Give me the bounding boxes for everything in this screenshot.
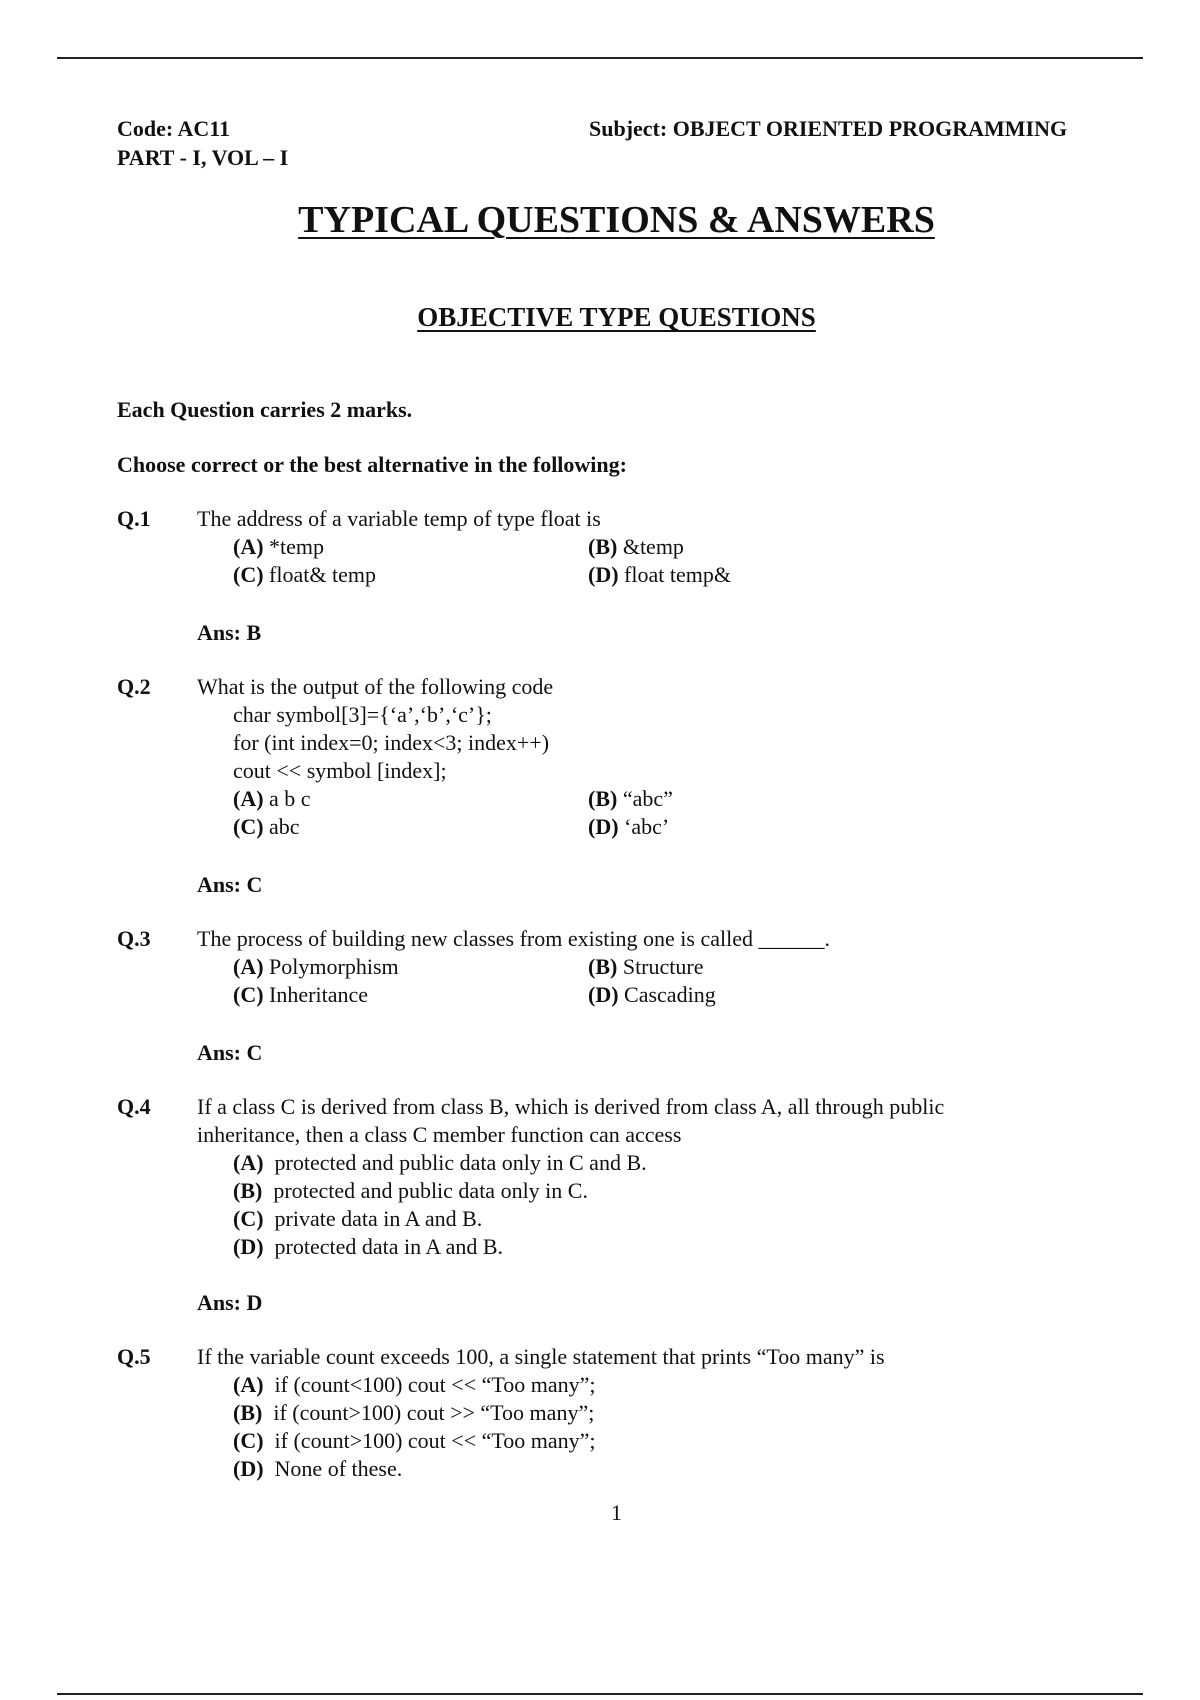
option-label: (D) [588, 814, 619, 839]
option-label: (B) [588, 954, 618, 979]
question-body [197, 673, 1097, 841]
subject-name: Subject: OBJECT ORIENTED PROGRAMMING [589, 116, 1068, 141]
option-a [197, 1149, 1097, 1177]
choose-instruction: Choose correct or the best alternative in the following: [117, 452, 627, 477]
option-text: float temp& [624, 562, 731, 587]
option-a [233, 953, 399, 981]
option-b [197, 1399, 1097, 1427]
option-text: *temp [269, 534, 325, 559]
question-number: Q.3 [117, 926, 151, 951]
option-label: (C) [233, 562, 264, 587]
option-d [588, 813, 669, 841]
code-line: char symbol[3]={‘a’,‘b’,‘c’}; [233, 702, 492, 727]
answer-4: Ans: D [197, 1290, 263, 1315]
option-label: (A) [233, 954, 264, 979]
option-b [588, 785, 673, 813]
question-stem: inheritance, then a class C member function can access [197, 1122, 682, 1147]
section-title: OBJECTIVE TYPE QUESTIONS [417, 302, 816, 332]
option-row [197, 785, 1097, 813]
bottom-rule [57, 1693, 1143, 1695]
option-label: (A) [233, 1150, 264, 1175]
option-b [588, 953, 703, 981]
option-c [197, 1205, 1097, 1233]
question-number: Q.1 [117, 506, 151, 531]
option-row [197, 533, 1097, 561]
part-volume: PART - I, VOL – I [117, 145, 289, 170]
option-b [197, 1177, 1097, 1205]
course-code: Code: AC11 [117, 116, 231, 141]
question-stem: The process of building new classes from existing one is called ______. [197, 926, 830, 951]
option-b [588, 533, 684, 561]
option-label: (A) [233, 534, 264, 559]
option-label: (B) [233, 1400, 263, 1425]
option-d [197, 1233, 1097, 1261]
option-label: (A) [233, 786, 264, 811]
option-label: (C) [233, 814, 264, 839]
header-row [117, 116, 1112, 146]
question-number: Q.4 [117, 1094, 151, 1119]
option-row [197, 981, 1097, 1009]
option-label: (C) [233, 1428, 264, 1453]
option-label: (D) [233, 1234, 264, 1259]
option-label: (D) [233, 1456, 264, 1481]
question-number: Q.5 [117, 1344, 151, 1369]
option-row [197, 813, 1097, 841]
option-label: (D) [588, 562, 619, 587]
option-text: if (count>100) cout << “Too many”; [274, 1428, 596, 1453]
option-label: (D) [588, 982, 619, 1007]
option-label: (B) [588, 786, 618, 811]
option-text: Inheritance [269, 982, 368, 1007]
option-label: (B) [588, 534, 618, 559]
top-rule [57, 57, 1143, 59]
question-body [197, 1343, 1097, 1483]
option-a [233, 533, 324, 561]
option-c [233, 813, 300, 841]
question-body [197, 1093, 1097, 1261]
option-text: if (count>100) cout >> “Too many”; [273, 1400, 595, 1425]
option-text: protected and public data only in C and B. [274, 1150, 647, 1175]
option-label: (C) [233, 1206, 264, 1231]
page-number: 1 [611, 1500, 622, 1525]
question-stem: What is the output of the following code [197, 674, 554, 699]
option-text: float& temp [269, 562, 376, 587]
option-label: (C) [233, 982, 264, 1007]
option-text: protected and public data only in C. [273, 1178, 588, 1203]
option-a [197, 1371, 1097, 1399]
option-text: Structure [622, 954, 704, 979]
option-d [588, 561, 731, 589]
option-text: &temp [622, 534, 684, 559]
marks-instruction: Each Question carries 2 marks. [117, 397, 413, 422]
option-c [233, 981, 368, 1009]
question-stem: The address of a variable temp of type float is [197, 506, 601, 531]
answer-2: Ans: C [197, 872, 263, 897]
option-row [197, 561, 1097, 589]
option-label: (B) [233, 1178, 263, 1203]
option-d [588, 981, 716, 1009]
option-c [197, 1427, 1097, 1455]
question-body [197, 925, 1097, 1009]
answer-1: Ans: B [197, 620, 262, 645]
option-text: Cascading [624, 982, 716, 1007]
option-label: (A) [233, 1372, 264, 1397]
option-text: if (count<100) cout << “Too many”; [274, 1372, 596, 1397]
option-d [197, 1455, 1097, 1483]
option-text: None of these. [274, 1456, 403, 1481]
page-title: TYPICAL QUESTIONS & ANSWERS [298, 199, 935, 241]
option-text: private data in A and B. [274, 1206, 483, 1231]
option-a [233, 785, 311, 813]
code-line: for (int index=0; index<3; index++) [233, 730, 550, 755]
option-text: a b c [269, 786, 311, 811]
option-text: protected data in A and B. [274, 1234, 504, 1259]
option-c [233, 561, 376, 589]
question-stem: If the variable count exceeds 100, a single statement that prints “Too many” is [197, 1344, 885, 1369]
option-row [197, 953, 1097, 981]
option-text: Polymorphism [269, 954, 399, 979]
answer-3: Ans: C [197, 1040, 263, 1065]
option-text: ‘abc’ [624, 814, 670, 839]
option-text: “abc” [622, 786, 673, 811]
option-text: abc [269, 814, 300, 839]
question-number: Q.2 [117, 674, 151, 699]
question-stem: If a class C is derived from class B, which is derived from class A, all through public [197, 1094, 945, 1119]
question-body [197, 505, 1097, 589]
code-line: cout << symbol [index]; [233, 758, 447, 783]
